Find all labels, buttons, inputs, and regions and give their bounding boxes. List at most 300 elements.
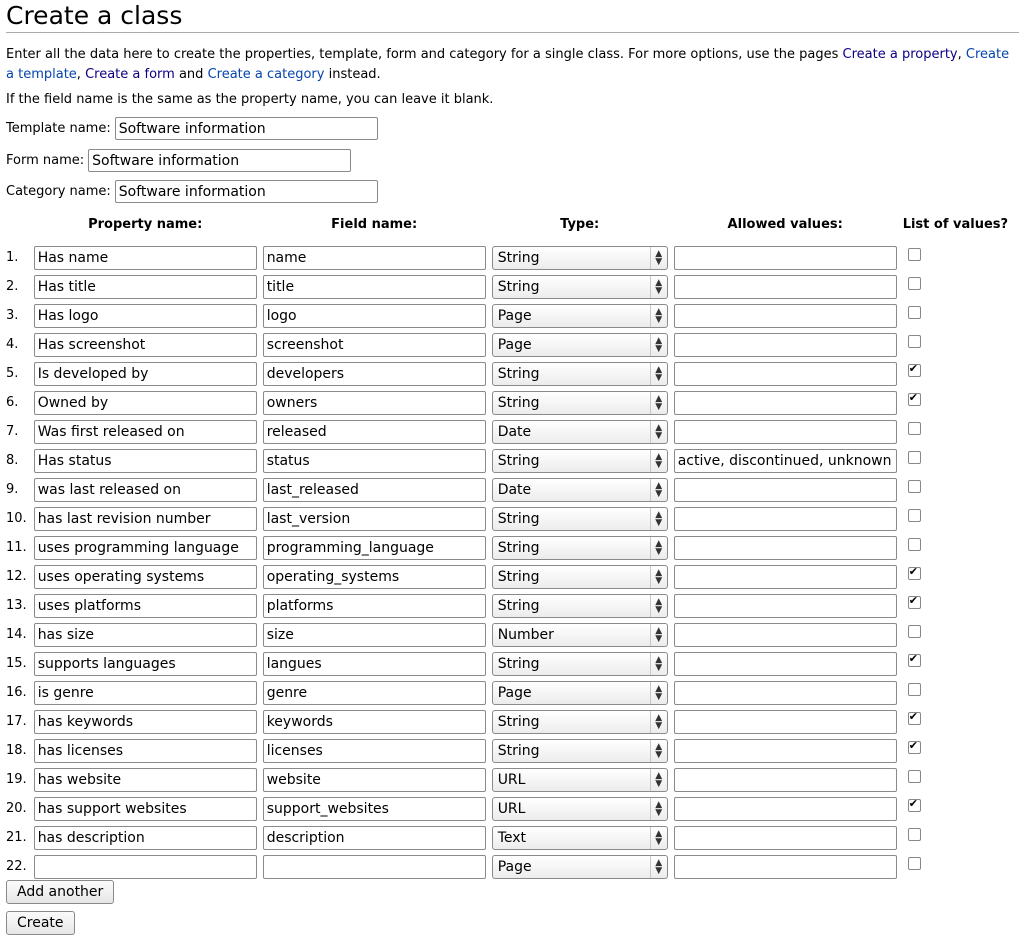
type-select[interactable] (492, 768, 668, 792)
allowed-values-input[interactable] (674, 826, 897, 850)
list-of-values-checkbox[interactable] (908, 654, 921, 667)
property-name-input[interactable] (34, 333, 257, 357)
allowed-values-input[interactable] (674, 478, 897, 502)
type-cell (489, 388, 671, 417)
type-select[interactable] (492, 391, 668, 415)
field-name-input[interactable] (263, 739, 486, 763)
property-name-input[interactable] (34, 507, 257, 531)
list-of-values-cell (900, 765, 1011, 794)
field-name-cell (260, 649, 489, 678)
type-select[interactable] (492, 623, 668, 647)
table-row (4, 272, 1011, 301)
list-of-values-checkbox[interactable] (908, 857, 921, 870)
type-cell (489, 504, 671, 533)
property-name-input[interactable] (34, 594, 257, 618)
property-name-cell (31, 504, 260, 533)
type-cell (489, 678, 671, 707)
property-name-cell (31, 736, 260, 765)
allowed-values-cell (671, 678, 900, 707)
list-of-values-checkbox[interactable] (908, 567, 921, 580)
row-number: 16. (6, 685, 27, 700)
allowed-values-input[interactable] (674, 507, 897, 531)
list-of-values-checkbox[interactable] (908, 248, 921, 261)
allowed-values-input[interactable] (674, 623, 897, 647)
list-of-values-cell (900, 301, 1011, 330)
property-name-cell (31, 707, 260, 736)
create-form-link[interactable]: Create a form (85, 67, 175, 82)
field-name-input[interactable] (263, 855, 486, 879)
property-name-input[interactable] (34, 478, 257, 502)
allowed-values-input[interactable] (674, 710, 897, 734)
select-arrows-icon: ▲ ▼ (650, 653, 667, 675)
select-arrows-icon: ▲ ▼ (650, 566, 667, 588)
select-arrows-icon: ▲ ▼ (650, 247, 667, 269)
intro-separator: , (76, 67, 81, 82)
field-name-input[interactable] (263, 275, 486, 299)
type-select-value: Page (497, 336, 532, 353)
field-name-cell (260, 388, 489, 417)
field-name-cell (260, 533, 489, 562)
allowed-values-input[interactable] (674, 536, 897, 560)
type-select[interactable] (492, 652, 668, 676)
type-select-value: String (497, 539, 540, 556)
row-number: 3. (6, 308, 19, 323)
create-category-link[interactable]: Create a category (207, 67, 325, 82)
property-name-cell (31, 562, 260, 591)
list-of-values-checkbox[interactable] (908, 828, 921, 841)
field-name-note: If the field name is the same as the property name, you can leave it blank. (6, 92, 494, 107)
field-name-input[interactable] (263, 536, 486, 560)
field-name-input[interactable] (263, 449, 486, 473)
create-template-link[interactable]: Create a template (6, 47, 1010, 82)
allowed-values-cell (671, 765, 900, 794)
type-select-value: Page (497, 858, 532, 875)
allowed-values-input[interactable] (674, 797, 897, 821)
property-name-input[interactable] (34, 797, 257, 821)
list-of-values-checkbox[interactable] (908, 451, 921, 464)
row-number: 18. (6, 743, 27, 758)
row-number: 14. (6, 627, 27, 642)
property-name-cell (31, 794, 260, 823)
field-name-cell (260, 243, 489, 272)
property-name-input[interactable] (34, 826, 257, 850)
properties-table (4, 217, 1011, 881)
select-arrows-icon: ▲ ▼ (650, 624, 667, 646)
type-select[interactable] (492, 536, 668, 560)
type-select-value: Text (497, 829, 527, 846)
list-of-values-cell (900, 243, 1011, 272)
field-name-input[interactable] (263, 652, 486, 676)
type-select-value: String (497, 597, 540, 614)
allowed-values-input[interactable] (674, 333, 897, 357)
row-number: 12. (6, 569, 27, 584)
type-cell (489, 765, 671, 794)
allowed-values-cell (671, 823, 900, 852)
field-name-input[interactable] (263, 565, 486, 589)
property-name-cell (31, 417, 260, 446)
property-name-input[interactable] (34, 362, 257, 386)
list-of-values-cell (900, 504, 1011, 533)
allowed-values-input[interactable] (674, 739, 897, 763)
list-of-values-checkbox[interactable] (908, 364, 921, 377)
allowed-values-input[interactable] (674, 304, 897, 328)
select-arrows-icon: ▲ ▼ (650, 595, 667, 617)
property-name-input[interactable] (34, 739, 257, 763)
type-cell (489, 330, 671, 359)
type-cell (489, 823, 671, 852)
type-cell (489, 446, 671, 475)
type-cell (489, 736, 671, 765)
select-arrows-icon: ▲ ▼ (650, 711, 667, 733)
select-arrows-icon: ▲ ▼ (650, 305, 667, 327)
property-name-input[interactable] (34, 768, 257, 792)
property-name-cell (31, 852, 260, 881)
field-name-input[interactable] (263, 304, 486, 328)
allowed-values-cell (671, 359, 900, 388)
type-select[interactable] (492, 565, 668, 589)
field-name-input[interactable] (263, 710, 486, 734)
list-of-values-checkbox[interactable] (908, 277, 921, 290)
type-cell (489, 707, 671, 736)
property-name-input[interactable] (34, 246, 257, 270)
field-name-cell (260, 736, 489, 765)
header-number (4, 217, 31, 243)
property-name-input[interactable] (34, 681, 257, 705)
list-of-values-checkbox[interactable] (908, 306, 921, 319)
list-of-values-checkbox[interactable] (908, 741, 921, 754)
field-name-cell (260, 707, 489, 736)
type-select-value: URL (497, 771, 526, 788)
field-name-input[interactable] (263, 478, 486, 502)
field-name-input[interactable] (263, 420, 486, 444)
field-name-cell (260, 794, 489, 823)
table-row (4, 794, 1011, 823)
template-name-label: Template name: (6, 121, 111, 136)
type-cell (489, 272, 671, 301)
select-arrows-icon: ▲ ▼ (650, 798, 667, 820)
field-name-input[interactable] (263, 623, 486, 647)
select-arrows-icon: ▲ ▼ (650, 392, 667, 414)
template-name-input[interactable] (115, 117, 378, 140)
add-another-button[interactable]: Add another (6, 880, 114, 904)
property-name-input[interactable] (34, 275, 257, 299)
select-arrows-icon: ▲ ▼ (650, 856, 667, 878)
form-name-input[interactable] (88, 149, 351, 172)
row-number: 19. (6, 772, 27, 787)
type-cell (489, 417, 671, 446)
list-of-values-checkbox[interactable] (908, 335, 921, 348)
list-of-values-checkbox[interactable] (908, 596, 921, 609)
type-select[interactable] (492, 275, 668, 299)
property-name-input[interactable] (34, 710, 257, 734)
type-select[interactable] (492, 478, 668, 502)
intro-separator: , (957, 47, 962, 62)
field-name-cell (260, 620, 489, 649)
list-of-values-cell (900, 823, 1011, 852)
type-cell (489, 852, 671, 881)
row-number: 21. (6, 830, 27, 845)
type-select[interactable] (492, 449, 668, 473)
allowed-values-input[interactable] (674, 855, 897, 879)
type-select-value: String (497, 452, 540, 469)
list-of-values-cell (900, 591, 1011, 620)
type-cell (489, 243, 671, 272)
type-select[interactable] (492, 739, 668, 763)
list-of-values-cell (900, 794, 1011, 823)
list-of-values-checkbox[interactable] (908, 770, 921, 783)
field-name-cell (260, 301, 489, 330)
type-cell (489, 649, 671, 678)
type-select-value: String (497, 249, 540, 266)
type-cell (489, 562, 671, 591)
type-select-value: URL (497, 800, 526, 817)
property-name-input[interactable] (34, 855, 257, 879)
type-select-value: String (497, 510, 540, 527)
row-number: 4. (6, 337, 19, 352)
type-select[interactable] (492, 681, 668, 705)
property-name-cell (31, 446, 260, 475)
type-select-value: String (497, 365, 540, 382)
allowed-values-cell (671, 330, 900, 359)
field-name-input[interactable] (263, 594, 486, 618)
list-of-values-checkbox[interactable] (908, 712, 921, 725)
property-name-cell (31, 765, 260, 794)
list-of-values-cell (900, 446, 1011, 475)
list-of-values-cell (900, 388, 1011, 417)
property-name-cell (31, 823, 260, 852)
allowed-values-input[interactable] (674, 681, 897, 705)
row-number: 7. (6, 424, 19, 439)
allowed-values-input[interactable] (674, 275, 897, 299)
property-name-cell (31, 678, 260, 707)
allowed-values-input[interactable] (674, 768, 897, 792)
table-row (4, 649, 1011, 678)
intro-instead: instead. (328, 67, 381, 82)
field-name-input[interactable] (263, 362, 486, 386)
list-of-values-checkbox[interactable] (908, 799, 921, 812)
template-name-row (6, 117, 1020, 140)
row-number: 17. (6, 714, 27, 729)
property-name-input[interactable] (34, 420, 257, 444)
table-row (4, 301, 1011, 330)
category-name-label: Category name: (6, 184, 111, 199)
type-select[interactable] (492, 594, 668, 618)
allowed-values-cell (671, 388, 900, 417)
type-select-value: String (497, 713, 540, 730)
intro-paragraph (6, 45, 1018, 85)
table-row (4, 388, 1011, 417)
select-arrows-icon: ▲ ▼ (650, 276, 667, 298)
allowed-values-cell (671, 649, 900, 678)
table-row (4, 533, 1011, 562)
type-select-value: String (497, 655, 540, 672)
row-number: 6. (6, 395, 19, 410)
field-name-input[interactable] (263, 826, 486, 850)
property-name-input[interactable] (34, 449, 257, 473)
field-name-cell (260, 330, 489, 359)
type-select[interactable] (492, 855, 668, 879)
type-select[interactable] (492, 246, 668, 270)
type-select[interactable] (492, 362, 668, 386)
list-of-values-checkbox[interactable] (908, 625, 921, 638)
list-of-values-cell (900, 417, 1011, 446)
table-row (4, 475, 1011, 504)
allowed-values-input[interactable] (674, 449, 897, 473)
field-name-input[interactable] (263, 507, 486, 531)
list-of-values-cell (900, 736, 1011, 765)
list-of-values-cell (900, 852, 1011, 881)
field-name-cell (260, 765, 489, 794)
type-cell (489, 794, 671, 823)
allowed-values-cell (671, 591, 900, 620)
allowed-values-cell (671, 301, 900, 330)
type-select-value: Date (497, 423, 532, 440)
allowed-values-cell (671, 533, 900, 562)
list-of-values-checkbox[interactable] (908, 683, 921, 696)
allowed-values-input[interactable] (674, 565, 897, 589)
allowed-values-cell (671, 620, 900, 649)
type-select[interactable] (492, 304, 668, 328)
property-name-input[interactable] (34, 652, 257, 676)
type-select-value: String (497, 394, 540, 411)
field-name-cell (260, 475, 489, 504)
list-of-values-cell (900, 707, 1011, 736)
property-name-input[interactable] (34, 565, 257, 589)
list-of-values-cell (900, 475, 1011, 504)
property-name-cell (31, 301, 260, 330)
field-name-cell (260, 504, 489, 533)
list-of-values-checkbox[interactable] (908, 538, 921, 551)
row-number: 5. (6, 366, 19, 381)
category-name-input[interactable] (115, 180, 378, 203)
type-select[interactable] (492, 420, 668, 444)
field-name-cell (260, 562, 489, 591)
list-of-values-checkbox[interactable] (908, 480, 921, 493)
list-of-values-cell (900, 620, 1011, 649)
header-field-name: Field name: (331, 217, 418, 232)
field-name-input[interactable] (263, 681, 486, 705)
select-arrows-icon: ▲ ▼ (650, 769, 667, 791)
type-select-value: String (497, 742, 540, 759)
field-name-cell (260, 359, 489, 388)
list-of-values-cell (900, 649, 1011, 678)
page-title: Create a class (6, 0, 1019, 33)
allowed-values-input[interactable] (674, 246, 897, 270)
field-name-cell (260, 678, 489, 707)
select-arrows-icon: ▲ ▼ (650, 682, 667, 704)
list-of-values-checkbox[interactable] (908, 509, 921, 522)
allowed-values-input[interactable] (674, 391, 897, 415)
intro-text: Enter all the data here to create the properties, template, form and category for a single class. For more options, use the pages (6, 47, 839, 62)
allowed-values-cell (671, 852, 900, 881)
property-name-input[interactable] (34, 623, 257, 647)
type-select[interactable] (492, 826, 668, 850)
field-name-cell (260, 823, 489, 852)
field-name-input[interactable] (263, 333, 486, 357)
list-of-values-cell (900, 678, 1011, 707)
table-row (4, 852, 1011, 881)
category-name-row (6, 180, 1020, 203)
table-row (4, 620, 1011, 649)
select-arrows-icon: ▲ ▼ (650, 479, 667, 501)
type-cell (489, 475, 671, 504)
property-name-cell (31, 272, 260, 301)
field-name-input[interactable] (263, 246, 486, 270)
allowed-values-input[interactable] (674, 362, 897, 386)
field-name-cell (260, 417, 489, 446)
type-select[interactable] (492, 797, 668, 821)
property-name-input[interactable] (34, 391, 257, 415)
allowed-values-input[interactable] (674, 420, 897, 444)
create-property-link[interactable]: Create a property (842, 47, 958, 62)
select-arrows-icon: ▲ ▼ (650, 421, 667, 443)
type-select[interactable] (492, 333, 668, 357)
field-name-cell (260, 272, 489, 301)
field-name-input[interactable] (263, 391, 486, 415)
table-row (4, 707, 1011, 736)
select-arrows-icon: ▲ ▼ (650, 537, 667, 559)
list-of-values-cell (900, 533, 1011, 562)
allowed-values-cell (671, 243, 900, 272)
row-number: 13. (6, 598, 27, 613)
property-name-input[interactable] (34, 304, 257, 328)
row-number: 1. (6, 250, 19, 265)
table-row (4, 765, 1011, 794)
form-name-row (6, 149, 1020, 172)
type-select[interactable] (492, 507, 668, 531)
type-cell (489, 620, 671, 649)
type-select-value: Date (497, 481, 532, 498)
row-number: 20. (6, 801, 27, 816)
list-of-values-cell (900, 272, 1011, 301)
field-name-input[interactable] (263, 768, 486, 792)
field-name-cell (260, 446, 489, 475)
table-row (4, 823, 1011, 852)
table-row (4, 417, 1011, 446)
row-number: 15. (6, 656, 27, 671)
allowed-values-cell (671, 707, 900, 736)
property-name-input[interactable] (34, 536, 257, 560)
intro-and: and (178, 67, 204, 82)
row-number: 10. (6, 511, 27, 526)
list-of-values-cell (900, 562, 1011, 591)
header-allowed-values: Allowed values: (727, 217, 843, 232)
create-button[interactable]: Create (6, 911, 75, 935)
property-name-cell (31, 533, 260, 562)
type-cell (489, 533, 671, 562)
table-row (4, 562, 1011, 591)
header-type: Type: (560, 217, 600, 232)
property-name-cell (31, 388, 260, 417)
list-of-values-checkbox[interactable] (908, 393, 921, 406)
allowed-values-input[interactable] (674, 652, 897, 676)
type-select[interactable] (492, 710, 668, 734)
table-row (4, 243, 1011, 272)
field-name-input[interactable] (263, 797, 486, 821)
type-select-value: String (497, 278, 540, 295)
field-name-cell (260, 591, 489, 620)
allowed-values-cell (671, 794, 900, 823)
list-of-values-cell (900, 359, 1011, 388)
type-select-value: String (497, 568, 540, 585)
select-arrows-icon: ▲ ▼ (650, 740, 667, 762)
allowed-values-input[interactable] (674, 594, 897, 618)
list-of-values-checkbox[interactable] (908, 422, 921, 435)
select-arrows-icon: ▲ ▼ (650, 363, 667, 385)
property-name-cell (31, 649, 260, 678)
allowed-values-cell (671, 562, 900, 591)
allowed-values-cell (671, 446, 900, 475)
